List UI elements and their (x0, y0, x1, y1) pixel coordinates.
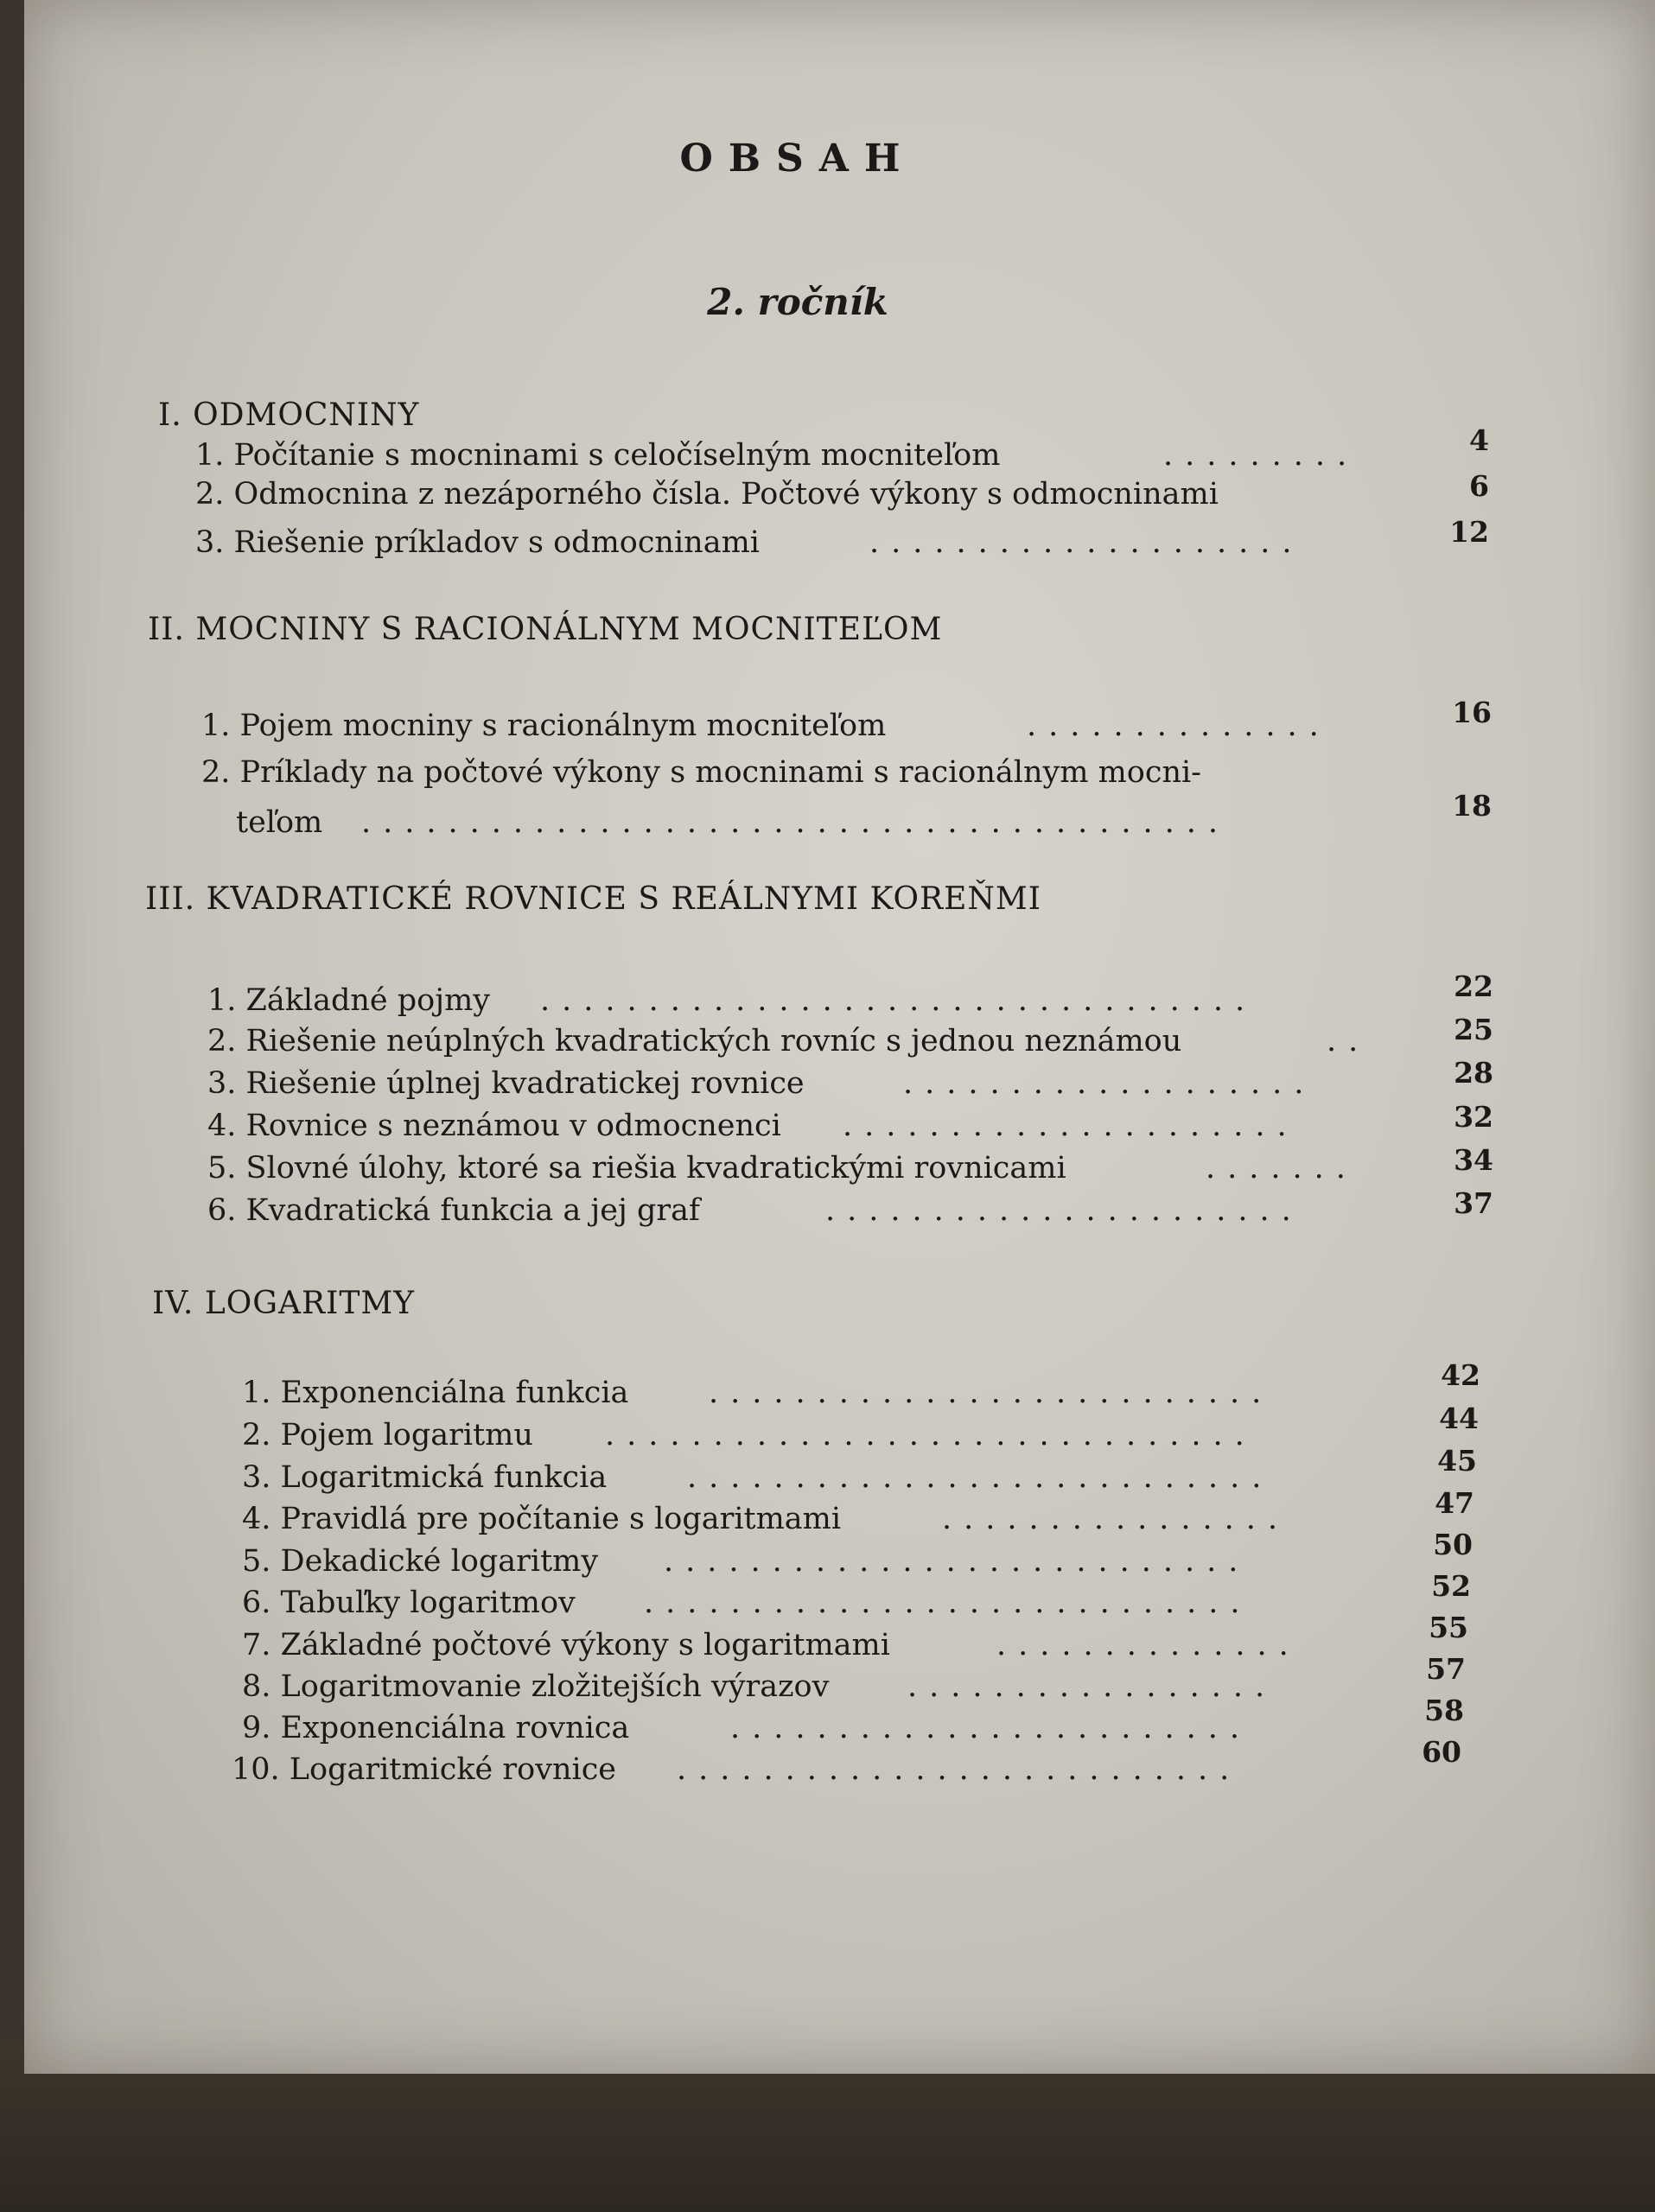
toc-entry (195, 524, 1388, 562)
toc-page-number: 18 (1452, 789, 1492, 823)
dot-leader: .............. (1027, 709, 1331, 743)
toc-page-number: 50 (1433, 1528, 1473, 1561)
toc-entry (242, 1416, 1374, 1454)
toc-entry (207, 1192, 1387, 1230)
toc-page-number: 25 (1454, 1013, 1493, 1046)
toc-entry (207, 1149, 1387, 1187)
toc-page-number: 32 (1454, 1100, 1493, 1134)
toc-page-number: 42 (1441, 1358, 1480, 1392)
chapter-title: I. ODMOCNINY (158, 397, 420, 433)
dot-leader: .......................... (677, 1752, 1242, 1787)
toc-entry (242, 1626, 1359, 1664)
toc-page-number: 52 (1431, 1569, 1471, 1603)
toc-entry-text: 4. Pravidlá pre počítanie s logaritmami (242, 1502, 842, 1536)
toc-page-number: 47 (1435, 1486, 1474, 1520)
toc-entry-text: 9. Exponenciálna rovnica (242, 1711, 630, 1745)
toc-entry (242, 1374, 1374, 1412)
toc-entry-text: 7. Základné počtové výkony s logaritmami (242, 1628, 890, 1662)
toc-entry (207, 1107, 1387, 1145)
toc-page-number: 45 (1437, 1444, 1477, 1478)
toc-entry-text: 2. Riešenie neúplných kvadratických rovníc s jednou neznámou (207, 1024, 1182, 1058)
toc-page-number: 57 (1426, 1652, 1466, 1686)
toc-page-number: 28 (1454, 1056, 1493, 1090)
toc-entry (232, 1751, 1351, 1789)
dot-leader: ........................................ (361, 805, 1231, 840)
toc-entry-text: 8. Logaritmovanie zložitejších výrazov (242, 1669, 830, 1704)
toc-entry-text: 1. Počítanie s mocninami s celočíselným mocniteľom (195, 438, 1001, 473)
toc-entry-text: 6. Kvadratická funkcia a jej graf (207, 1193, 700, 1228)
toc-page-number: 22 (1454, 969, 1493, 1003)
toc-entry (242, 1500, 1365, 1538)
dot-leader: ................................. (540, 983, 1257, 1018)
toc-entry-text: 2. Pojem logaritmu (242, 1418, 533, 1452)
toc-entry-text: 6. Tabuľky logaritmov (242, 1586, 576, 1620)
dot-leader: ................... (903, 1066, 1316, 1101)
toc-entry (207, 1022, 1387, 1060)
chapter-title: II. MOCNINY S RACIONÁLNYM MOCNITEĽOM (148, 612, 943, 647)
toc-entry (242, 1542, 1364, 1580)
toc-entry-text: 1. Exponenciálna funkcia (242, 1376, 629, 1410)
toc-page-number: 58 (1424, 1694, 1464, 1727)
chapter-title: IV. LOGARITMY (152, 1286, 415, 1321)
toc-entry (195, 475, 1405, 513)
toc-entry (207, 1065, 1387, 1103)
toc-entry-text: 3. Logaritmická funkcia (242, 1460, 608, 1495)
toc-entry-text: teľom (236, 805, 323, 840)
toc-page-number: 37 (1454, 1186, 1493, 1220)
toc-entry (242, 1668, 1357, 1706)
grade-subtitle: 2. ročník (707, 281, 888, 323)
dot-leader: ........................ (730, 1711, 1252, 1745)
chapter-title: III. KVADRATICKÉ ROVNICE S REÁLNYMI KOREŇMI (145, 881, 1041, 917)
page-title: OBSAH (679, 137, 916, 181)
dot-leader: .......................... (709, 1376, 1274, 1410)
dot-leader: ...................... (825, 1193, 1303, 1228)
toc-entry (201, 707, 1390, 745)
toc-page-number: 6 (1469, 469, 1489, 503)
dot-leader: ....... (1206, 1151, 1358, 1185)
toc-entry-text: 4. Rovnice s neznámou v odmocnenci (207, 1109, 781, 1143)
book-page (24, 0, 1655, 2074)
toc-entry-text: 5. Slovné úlohy, ktoré sa riešia kvadratickými rovnicami (207, 1151, 1066, 1185)
dot-leader: ........................... (664, 1544, 1251, 1579)
dot-leader: ..................... (843, 1109, 1299, 1143)
toc-entry (242, 1709, 1353, 1747)
dot-leader: ................. (907, 1669, 1277, 1704)
toc-page-number: 34 (1454, 1143, 1493, 1177)
toc-entry (195, 436, 1388, 474)
dot-leader: .............................. (605, 1418, 1257, 1452)
toc-page-number: 4 (1469, 423, 1489, 457)
toc-page-number: 60 (1422, 1735, 1461, 1769)
toc-page-number: 55 (1429, 1611, 1468, 1644)
toc-entry-text: 3. Riešenie príkladov s odmocninami (195, 525, 760, 560)
toc-entry-text: 10. Logaritmické rovnice (232, 1752, 617, 1787)
toc-page-number: 12 (1449, 515, 1489, 549)
toc-entry-text: 3. Riešenie úplnej kvadratickej rovnice (207, 1066, 805, 1101)
toc-page-number: 16 (1452, 696, 1492, 729)
toc-entry-text: 1. Pojem mocniny s racionálnym mocniteľom (201, 709, 887, 743)
toc-entry (201, 753, 1411, 791)
toc-entry-text: 2. Príklady na počtové výkony s mocninami s racionálnym mocni- (201, 755, 1201, 790)
toc-entry (242, 1584, 1361, 1622)
toc-entry (207, 982, 1387, 1020)
toc-page-number: 44 (1439, 1402, 1479, 1435)
dot-leader: ......... (1163, 438, 1359, 473)
toc-entry-text: 5. Dekadické logaritmy (242, 1544, 599, 1579)
dot-leader: .................... (869, 525, 1304, 560)
toc-entry (242, 1459, 1370, 1497)
toc-entry-text: 2. Odmocnina z nezáporného čísla. Počtové výkony s odmocninami (195, 477, 1219, 512)
dot-leader: ........................... (687, 1460, 1274, 1495)
toc-entry-text: 1. Základné pojmy (207, 983, 491, 1018)
dot-leader: ................ (942, 1502, 1290, 1536)
toc-entry-continuation (236, 804, 1390, 842)
dot-leader: ............................ (644, 1586, 1252, 1620)
dot-leader: .............. (996, 1628, 1301, 1662)
dot-leader: .. (1327, 1024, 1371, 1058)
